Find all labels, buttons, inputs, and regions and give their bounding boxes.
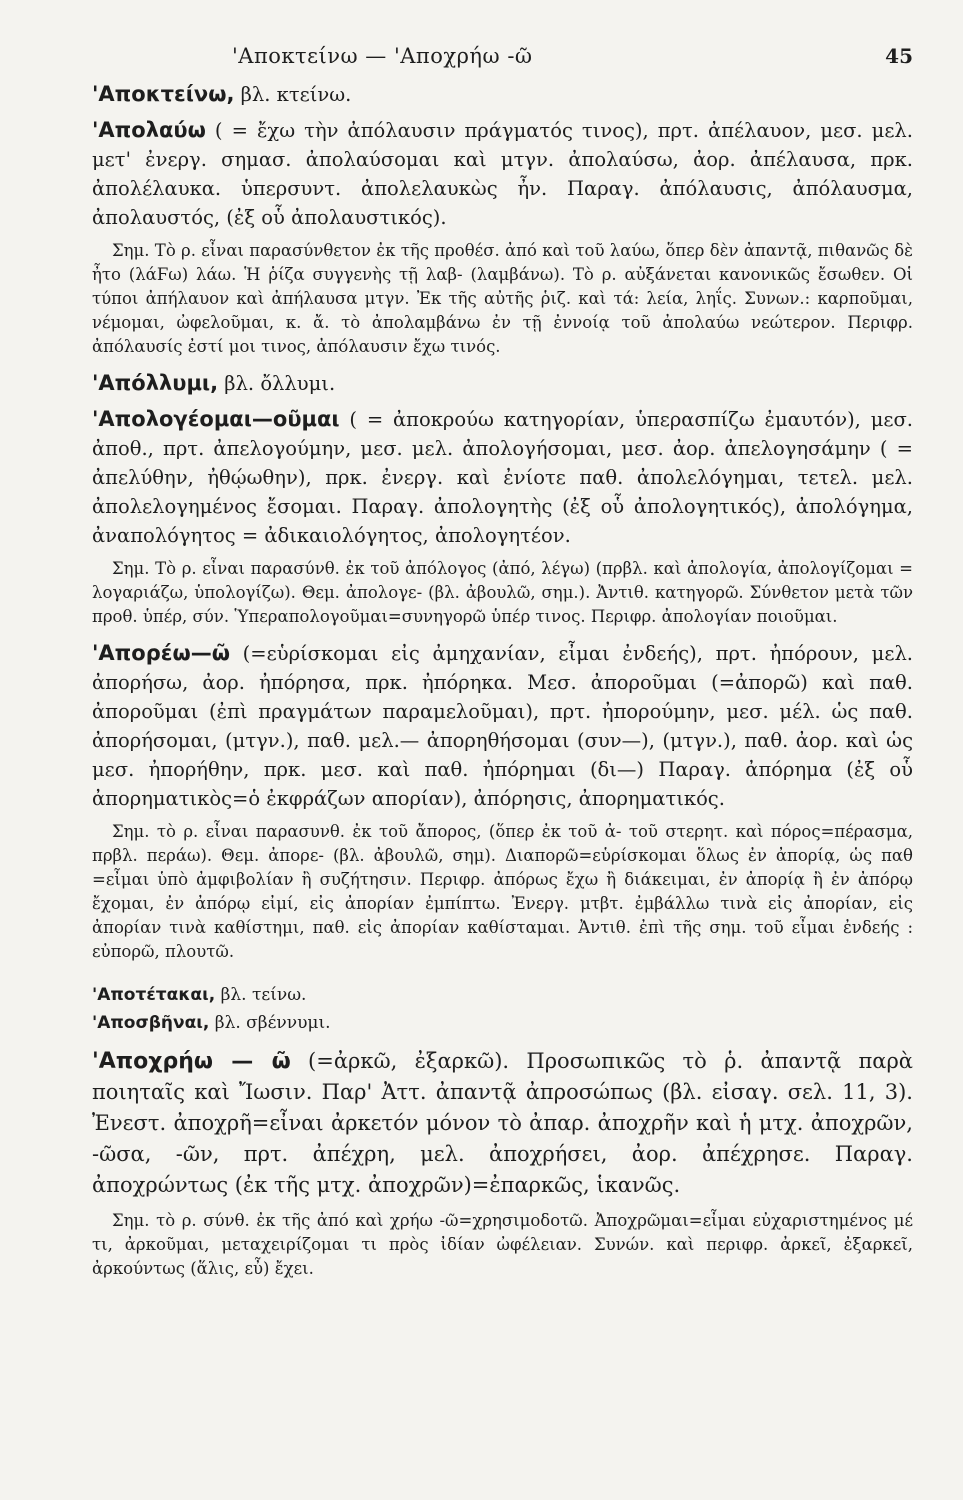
lemma: 'Αποτέτακαι, — [92, 985, 216, 1005]
note-apologeomai: Σημ. Τὸ ρ. εἶναι παρασύνθ. ἐκ τοῦ ἀπόλογος (ἀπό, λέγω) (πρβλ. καὶ ἀπολογία, ἀπολογίζομαι = λογαριάζω, ὑπολογίζω). Θεμ. ἀπολογε- (βλ. ἀβουλῶ, σημ.). Ἀντιθ. κατηγορῶ. Σύνθετον μετὰ τῶν προθ. ὑπέρ, σύν. Ὑπεραπολογοῦμαι=συνηγορῶ ὑπέρ τινος. Περιφρ. ἀπολογίαν ποιοῦμαι. — [92, 559, 913, 626]
lemma: 'Αποκτείνω, — [92, 82, 235, 106]
lemma: 'Απολογέομαι—οῦμαι — [92, 407, 340, 431]
entry-apotetakai — [92, 982, 913, 1008]
entry-aporeo — [92, 639, 913, 813]
note-apochreo: Σημ. τὸ ρ. σύνθ. ἐκ τῆς ἀπό καὶ χρήω -ῶ=χρησιμοδοτῶ. Ἀποχρῶμαι=εἶμαι εὐχαριστημένος μέ τι, ἀρκοῦμαι, μεταχειρίζομαι τι πρὸς ἰδίαν ὠφέλειαν. Συνών. καὶ περιφρ. ἀρκεῖ, ἐξαρκεῖ, ἀρκούντως (ἅλις, εὖ) ἔχει. — [92, 1211, 913, 1278]
entry-apologeomai — [92, 405, 913, 550]
entry-text: βλ. σβέννυμι. — [209, 1013, 331, 1033]
running-head — [92, 44, 913, 80]
entry-aposbenai — [92, 1010, 913, 1036]
entry-apollymi — [92, 369, 913, 398]
entry-apokteino — [92, 80, 913, 109]
page-number: 45 — [885, 44, 913, 68]
entry-text: ( = ἀποκρούω κατηγορίαν, ὑπερασπίζω ἐμαυτόν), μεσ. ἀποθ., πρτ. ἀπελογούμην, μεσ. μελ. ἀπολογήσομαι, μεσ. ἀορ. ἀπελογησάμην ( = ἀπελύθην, ἠθῴωθην), πρκ. ἐνεργ. καὶ ἐνίοτε παθ. ἀπολελόγημαι, τετελ. μελ. ἀπολελογημένος ἔσομαι. Παραγ. ἀπολογητὴς (ἐξ οὗ ἀπολογητικός), ἀπολόγημα, ἀναπολόγητος = ἀδικαιολόγητος, ἀπολογητέον. — [92, 408, 913, 547]
entry-text: (=ἀρκῶ, ἐξαρκῶ). Προσωπικῶς τὸ ῥ. ἀπαντᾷ παρὰ ποιηταῖς καὶ Ἴωσιν. Παρ' Ἀττ. ἀπαντᾷ ἀπροσώπως (βλ. εἰσαγ. σελ. 11, 3). Ἐνεστ. ἀποχρῆ=εἶναι ἀρκετόν μόνον τὸ ἀπαρ. ἀποχρῆν καὶ ἡ μτχ. ἀποχρῶν, -ῶσα, -ῶν, πρτ. ἀπέχρη, μελ. ἀποχρήσει, ἀορ. ἀπέχρησε. Παραγ. ἀποχρώντως (ἐκ τῆς μτχ. ἀποχρῶν)=ἐπαρκῶς, ἱκανῶς. — [92, 1049, 913, 1197]
spacer — [92, 1038, 913, 1046]
lemma: 'Απολαύω — [92, 118, 206, 142]
entry-text: βλ. κτείνω. — [234, 83, 352, 106]
running-title: 'Αποκτείνω — 'Αποχρήω -ῶ — [232, 44, 533, 68]
entry-text: βλ. ὄλλυμι. — [218, 372, 336, 395]
lemma: 'Αποχρήω — ῶ — [92, 1049, 291, 1074]
lemma: 'Αποσβῆναι, — [92, 1013, 210, 1033]
spacer — [92, 974, 913, 982]
entry-apolauo — [92, 116, 913, 232]
entry-text: βλ. τείνω. — [215, 985, 307, 1005]
note-aporeo: Σημ. τὸ ρ. εἶναι παρασυνθ. ἐκ τοῦ ἄπορος, (ὅπερ ἐκ τοῦ ἀ- τοῦ στερητ. καὶ πόρος=πέρασμα, πρβλ. περάω). Θεμ. ἀπορε- (βλ. ἀβουλῶ, σημ). Διαπορῶ=εὑρίσκομαι ὅλως ἐν ἀπορίᾳ, ὡς παθ =εἶμαι ὑπὸ ἀμφιβολίαν ἢ συζήτησιν. Περιφρ. ἀπόρως ἔχω ἢ διάκειμαι, ἐν ἀπορίᾳ ἢ ἐν ἀπόρῳ ἔχομαι, ἐν ἀπόρῳ εἰμί, εἰς ἀπορίαν ἐμπίπτω. Ἐνεργ. μτβτ. ἐμβάλλω τινὰ εἰς ἀπορίαν, εἰς ἀπορίαν τινὰ καθίστημι, παθ. εἰς ἀπορίαν καθίσταμαι. Ἀντιθ. ἐπὶ τῆς σημ. τοῦ εἶμαι ἐνδεής : εὐπορῶ, πλουτῶ. — [92, 822, 913, 961]
lemma: 'Απόλλυμι, — [92, 371, 219, 395]
lemma: 'Απορέω—ῶ — [92, 641, 230, 665]
entry-text: (=εὑρίσκομαι εἰς ἀμηχανίαν, εἶμαι ἐνδεής), πρτ. ἠπόρουν, μελ. ἀπορήσω, ἀορ. ἠπόρησα, πρκ. ἠπόρηκα. Μεσ. ἀποροῦμαι (=ἀπορῶ) καὶ παθ. ἀποροῦμαι (ἐπὶ πραγμάτων παραμελοῦμαι), πρτ. ἠπορούμην, μεσ. μέλ. ὡς παθ. ἀπορήσομαι, (μτγν.), παθ. μελ.— ἀπορηθήσομαι (συν—), (μτγν.), παθ. ἀορ. καὶ ὡς μεσ. ἠπορήθην, πρκ. μεσ. καὶ παθ. ἠπόρημαι (δι—) Παραγ. ἀπόρημα (ἐξ οὗ ἀπορηματικὸς=ὁ ἐκφράζων απορίαν), ἀπόρησις, ἀπορηματικός. — [92, 642, 913, 810]
entry-text: ( = ἔχω τὴν ἀπόλαυσιν πράγματός τινος), πρτ. ἀπέλαυον, μεσ. μελ. μετ' ἐνεργ. σημασ. ἀπολαύσομαι καὶ μτγν. ἀπολαύσω, ἀορ. ἀπέλαυσα, πρκ. ἀπολέλαυκα. ὑπερσυντ. ἀπολελαυκὼς ἦν. Παραγ. ἀπόλαυσις, ἀπόλαυσμα, ἀπολαυστός, (ἐξ οὗ ἀπολαυστικός). — [92, 119, 913, 229]
entry-apochreo — [92, 1046, 913, 1201]
note-apolauo: Σημ. Τὸ ρ. εἶναι παρασύνθετον ἐκ τῆς προθέσ. ἀπό καὶ τοῦ λαύω, ὅπερ δὲν ἀπαντᾷ, πιθανῶς δὲ ἦτο (λάϜω) λάω. Ἡ ῥίζα συγγενὴς τῇ λαβ- (λαμβάνω). Τὸ ρ. αὐξάνεται κανονικῶς ἔσωθεν. Οἱ τύποι ἀπήλαυον καὶ ἀπήλαυσα μτγν. Ἐκ τῆς αὐτῆς ῥιζ. καὶ τά: λεία, ληΐς. Συνων.: καρποῦμαι, νέμομαι, ὠφελοῦμαι, κ. ἄ. τὸ ἀπολαμβάνω ἐν τῇ ἐννοίᾳ τοῦ ἀπολαύω νεώτερον. Περιφρ. ἀπόλαυσίς ἐστί μοι τινος, ἀπόλαυσιν ἔχω τινός. — [92, 241, 913, 356]
